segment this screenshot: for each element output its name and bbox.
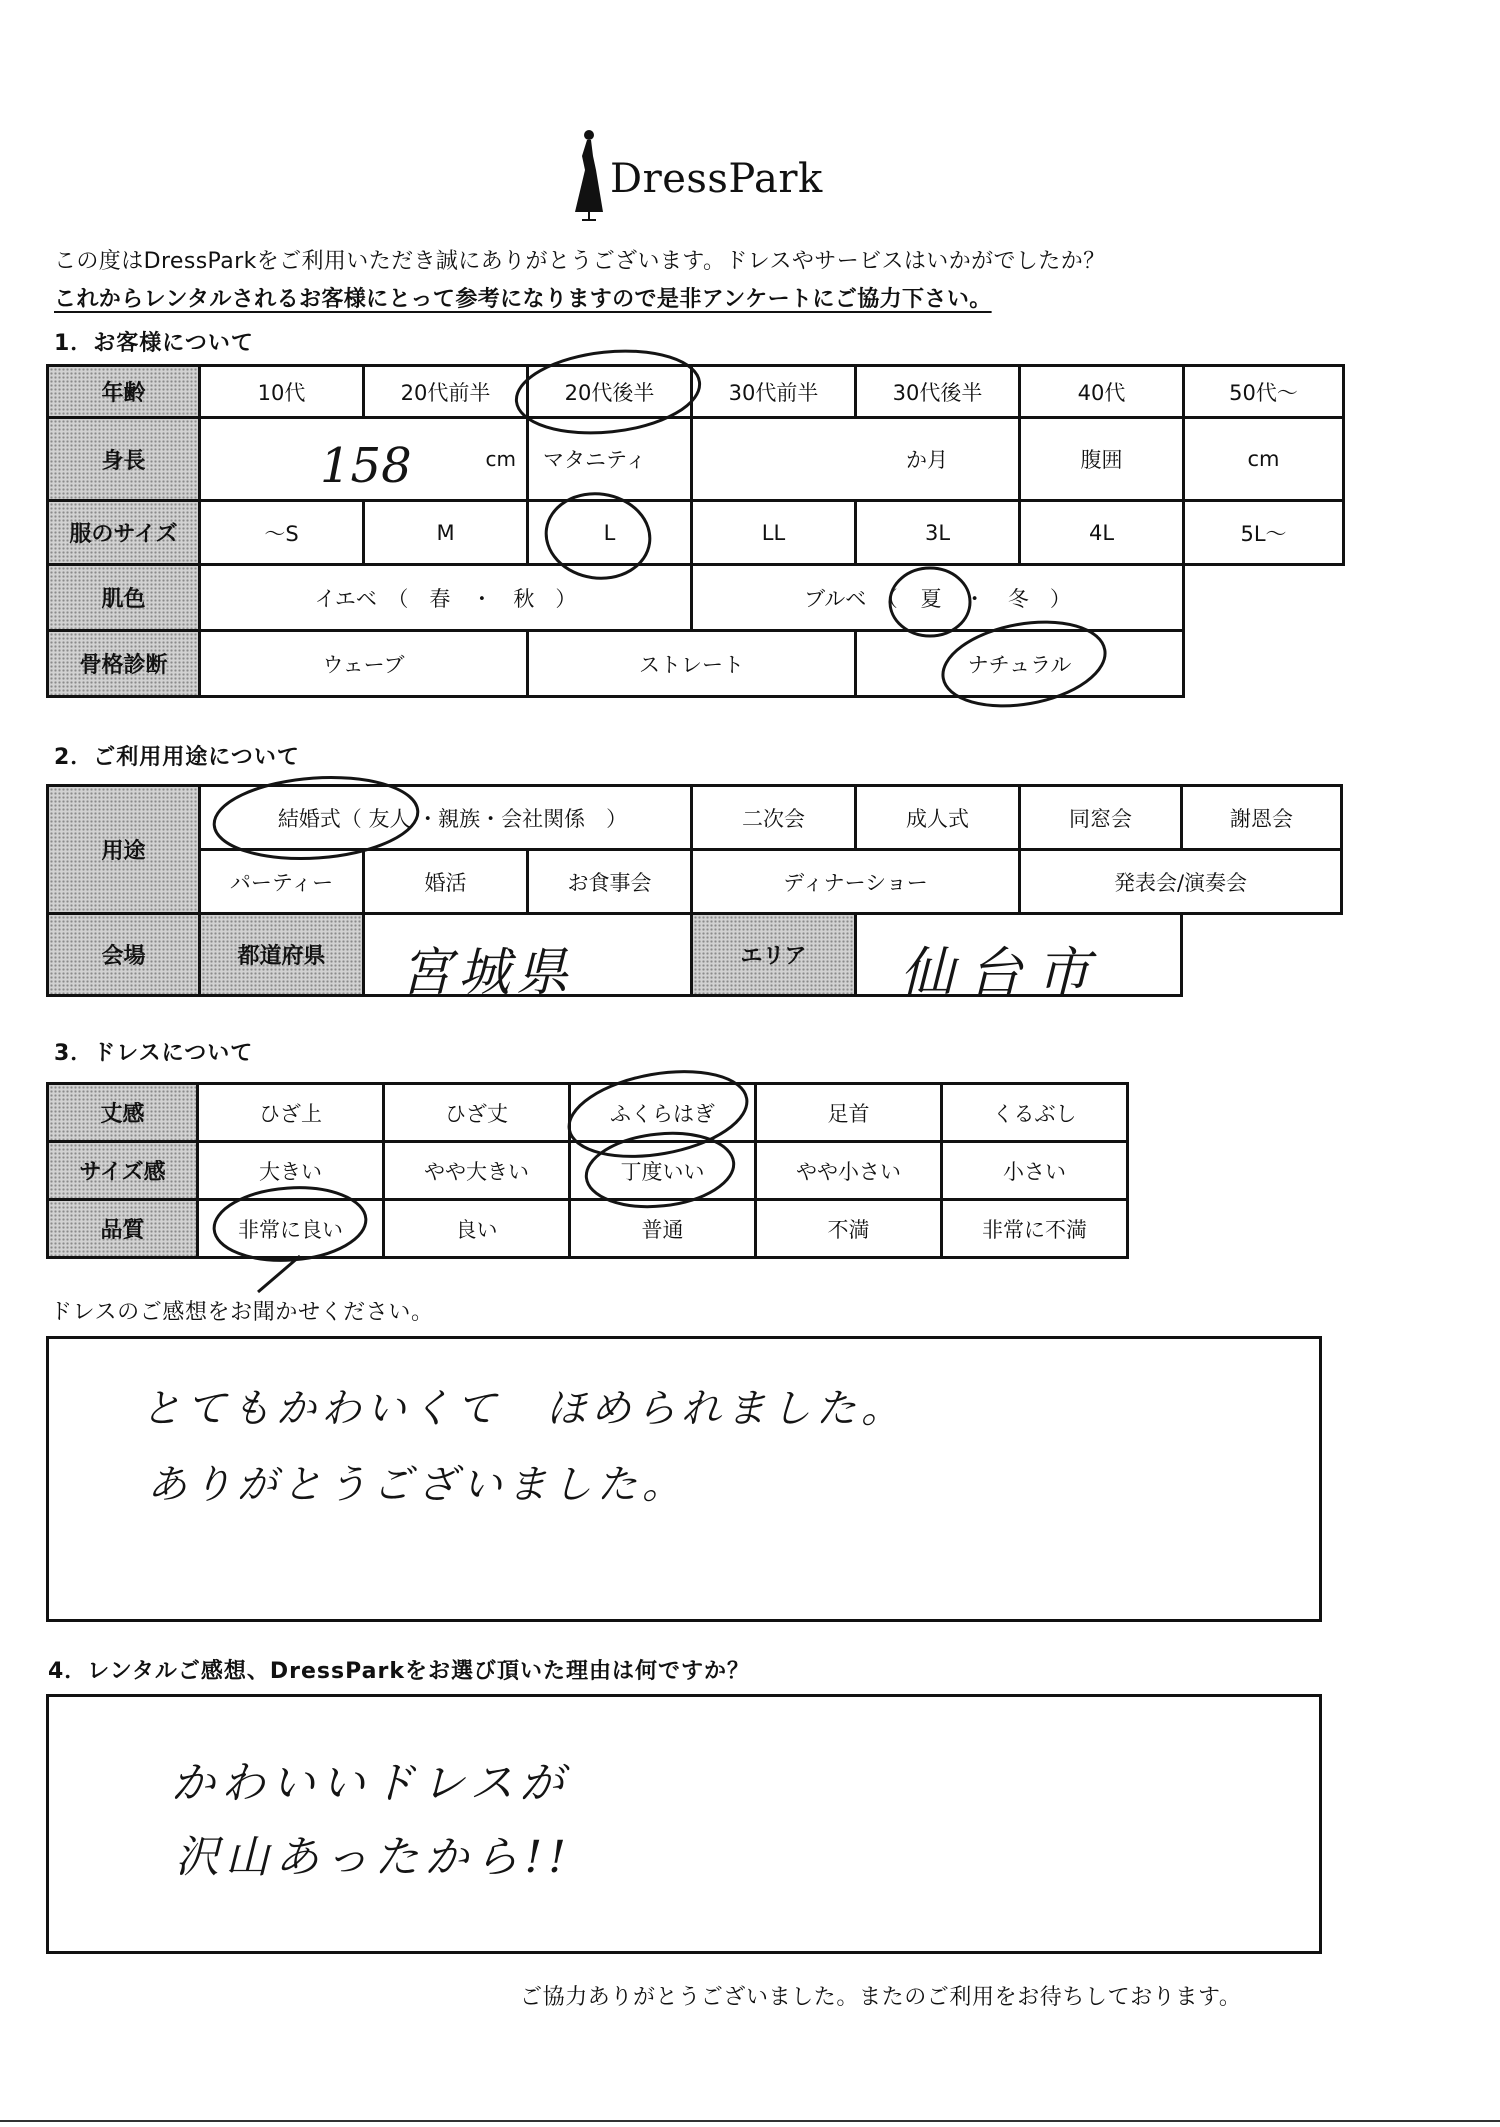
quality-tail-stroke xyxy=(258,1256,300,1292)
size-option[interactable]: 4L xyxy=(1020,501,1184,565)
section1-title: 1．お客様について xyxy=(54,331,254,356)
waist-unit: cm xyxy=(1247,447,1280,471)
purpose-option[interactable]: ディナーショー xyxy=(692,850,1020,914)
height-row xyxy=(48,418,1344,501)
age-option[interactable]: 30代前半 xyxy=(692,366,856,418)
size-label: 服のサイズ xyxy=(48,501,200,565)
length-label: 丈感 xyxy=(48,1084,198,1142)
prefecture-value: 宮城県 xyxy=(400,943,575,1003)
fit-label: サイズ感 xyxy=(48,1142,198,1200)
age-row xyxy=(48,366,1344,418)
purpose-option[interactable]: パーティー xyxy=(200,850,364,914)
venue-label: 会場 xyxy=(48,914,200,996)
size-option[interactable]: 3L xyxy=(856,501,1020,565)
blue-base-option[interactable] xyxy=(692,565,1184,631)
fit-option[interactable]: 小さい xyxy=(942,1142,1128,1200)
dress-logo-icon xyxy=(574,126,604,222)
dress-comment-box[interactable] xyxy=(46,1336,1322,1622)
reason-box[interactable] xyxy=(46,1694,1322,1954)
fit-option[interactable]: 大きい xyxy=(198,1142,384,1200)
blue-base-prefix: ブルベ （ xyxy=(804,586,898,611)
age-option[interactable]: 10代 xyxy=(200,366,364,418)
intro-line: この度はDressParkをご利用いただき誠にありがとうございます。ドレスやサービスはいかがでしたか？ xyxy=(54,249,1106,274)
length-option[interactable]: くるぶし xyxy=(942,1084,1128,1142)
height-unit: cm xyxy=(485,447,516,471)
height-value: 158 xyxy=(320,438,412,494)
purpose-label: 用途 xyxy=(48,786,200,914)
fit-option[interactable]: やや大きい xyxy=(384,1142,570,1200)
fit-option[interactable]: やや小さい xyxy=(756,1142,942,1200)
footer-thanks: ご協力ありがとうございました。またのご利用をお待ちしております。 xyxy=(520,1985,1242,2010)
waist-label: 腹囲 xyxy=(1020,418,1184,501)
length-option[interactable]: ひざ丈 xyxy=(384,1084,570,1142)
summer-option[interactable]: 夏 xyxy=(920,586,942,611)
usage-table xyxy=(46,784,1343,997)
quality-option[interactable]: 非常に不満 xyxy=(942,1200,1128,1258)
age-option[interactable]: 50代〜 xyxy=(1184,366,1344,418)
winter-option[interactable]: 冬 ） xyxy=(1007,586,1071,611)
size-option-selected[interactable]: L xyxy=(528,501,692,565)
frame-option-selected[interactable]: ナチュラル xyxy=(856,631,1184,697)
size-option[interactable]: 〜S xyxy=(200,501,364,565)
section4-title: 4．レンタルご感想、DressParkをお選び頂いた理由は何ですか？ xyxy=(48,1659,750,1684)
reason-line: 沢山あったから!! xyxy=(175,1832,572,1883)
length-option-selected[interactable]: ふくらはぎ xyxy=(570,1084,756,1142)
length-option[interactable]: 足首 xyxy=(756,1084,942,1142)
age-label: 年齢 xyxy=(48,366,200,418)
frame-row xyxy=(48,631,1344,697)
wedding-rest: ・親族・会社関係 ） xyxy=(417,806,628,831)
wedding-prefix: 結婚式（ xyxy=(277,806,362,831)
age-option[interactable]: 40代 xyxy=(1020,366,1184,418)
skin-dot: ・ xyxy=(964,586,986,611)
purpose-option[interactable]: 同窓会 xyxy=(1020,786,1182,850)
frame-option[interactable]: ウェーブ xyxy=(200,631,528,697)
skin-row xyxy=(48,565,1344,631)
quality-label: 品質 xyxy=(48,1200,198,1258)
maternity-label: マタニティ xyxy=(528,418,692,501)
quality-option-selected[interactable]: 非常に良い xyxy=(198,1200,384,1258)
area-label: エリア xyxy=(692,914,856,996)
purpose-row-2 xyxy=(48,850,1342,914)
fit-row xyxy=(48,1142,1128,1200)
quality-option[interactable]: 不満 xyxy=(756,1200,942,1258)
prefecture-label: 都道府県 xyxy=(200,914,364,996)
waist-field[interactable] xyxy=(1184,418,1344,501)
length-option[interactable]: ひざ上 xyxy=(198,1084,384,1142)
age-option[interactable]: 20代前半 xyxy=(364,366,528,418)
venue-row xyxy=(48,914,1342,996)
purpose-option[interactable]: 二次会 xyxy=(692,786,856,850)
skin-label: 肌色 xyxy=(48,565,200,631)
intro-request: これからレンタルされるお客様にとって参考になりますので是非アンケートにご協力下さい。 xyxy=(54,287,992,312)
size-row xyxy=(48,501,1344,565)
customer-table xyxy=(46,364,1345,698)
height-label: 身長 xyxy=(48,418,200,501)
comment-prompt: ドレスのご感想をお聞かせください。 xyxy=(50,1300,434,1325)
size-option[interactable]: LL xyxy=(692,501,856,565)
quality-option[interactable]: 普通 xyxy=(570,1200,756,1258)
purpose-row-1 xyxy=(48,786,1342,850)
scan-edge-line xyxy=(0,2120,1500,2122)
purpose-option[interactable]: 発表会/演奏会 xyxy=(1020,850,1342,914)
quality-row xyxy=(48,1200,1128,1258)
quality-option[interactable]: 良い xyxy=(384,1200,570,1258)
section2-title: 2．ご利用用途について xyxy=(54,745,300,770)
size-option[interactable]: 5L〜 xyxy=(1184,501,1344,565)
yellow-base-option[interactable]: イエベ （ 春 ・ 秋 ） xyxy=(200,565,692,631)
size-option[interactable]: M xyxy=(364,501,528,565)
wedding-friend-option[interactable]: 友人 xyxy=(368,806,411,831)
purpose-option[interactable]: 成人式 xyxy=(856,786,1020,850)
reason-line: かわいいドレスが xyxy=(171,1758,570,1809)
purpose-option[interactable]: 婚活 xyxy=(364,850,528,914)
frame-label: 骨格診断 xyxy=(48,631,200,697)
purpose-option[interactable]: お食事会 xyxy=(528,850,692,914)
age-option[interactable]: 30代後半 xyxy=(856,366,1020,418)
dress-table xyxy=(46,1082,1129,1259)
maternity-months-field[interactable] xyxy=(692,418,1020,501)
purpose-option[interactable]: 謝恩会 xyxy=(1182,786,1342,850)
frame-option[interactable]: ストレート xyxy=(528,631,856,697)
months-unit: か月 xyxy=(906,448,948,472)
dress-comment-line: とてもかわいくて ほめられました。 xyxy=(141,1386,906,1432)
age-option-selected[interactable]: 20代後半 xyxy=(528,366,692,418)
section3-title: 3．ドレスについて xyxy=(54,1041,254,1066)
area-value: 仙台市 xyxy=(900,941,1104,1004)
logo-text: DressPark xyxy=(610,156,823,202)
fit-option-selected[interactable]: 丁度いい xyxy=(570,1142,756,1200)
dress-comment-line: ありがとうございました。 xyxy=(147,1462,687,1508)
wedding-option[interactable] xyxy=(200,786,692,850)
length-row xyxy=(48,1084,1128,1142)
